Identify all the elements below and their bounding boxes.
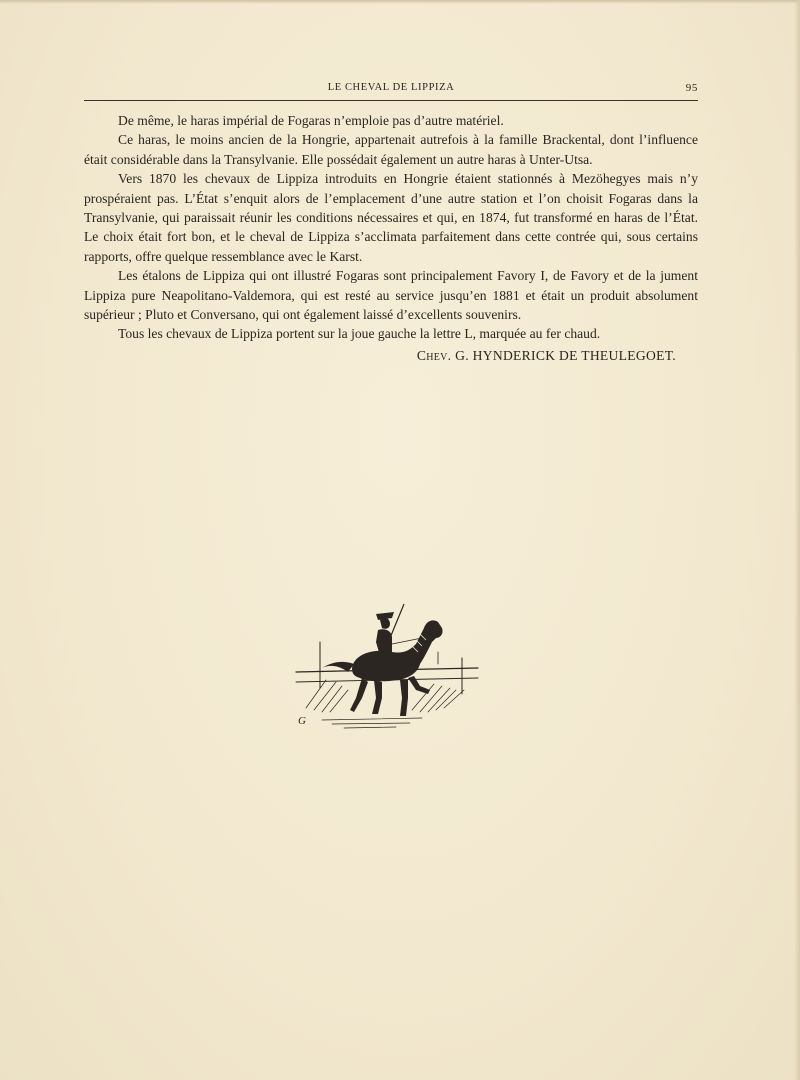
running-head bbox=[84, 82, 698, 98]
signature-name: G. HYNDERICK DE THEULEGOET. bbox=[455, 347, 676, 363]
paragraph: Les étalons de Lippiza qui ont illustré Fogaras sont principalement Favory I, de Favory et de la jument Lippiza pure Neapolitano-Valdemora, qui est resté au service jusqu’en 1881 et était un produit absolument supérieur ; Pluto et Conversano, qui ont également laissé d’excellents souvenirs. bbox=[84, 268, 698, 323]
page-right-edge bbox=[794, 0, 800, 1080]
header-rule bbox=[84, 100, 698, 101]
page-number: 95 bbox=[685, 82, 698, 94]
paragraph: Ce haras, le moins ancien de la Hongrie, appartenait autrefois à la famille Brackental, dont l’influence était considérable dans la Transylvanie. Elle possédait également un autre haras à Unter-Utsa. bbox=[84, 132, 698, 167]
article-body bbox=[84, 111, 698, 365]
paragraph: De même, le haras impérial de Fogaras n’emploie pas d’autre matériel. bbox=[118, 113, 504, 128]
paragraph: Vers 1870 les chevaux de Lippiza introduits en Hongrie étaient stationnés à Mezöhegyes mais n’y prospéraient pas. L’État s’enquit alors de l’emplacement d’une autre station et l’on choisit Fogaras dans la Transylvanie, qui paraissait réunir les conditions nécessaires et qui, en 1874, fut transformé en haras de l’État. Le choix était fort bon, et le cheval de Lippiza s’acclimata parfaitement dans cette contrée qui, sous certains rapports, offre quelque ressemblance avec le Karst. bbox=[84, 171, 698, 264]
rider-on-horse-engraving-icon bbox=[292, 598, 482, 734]
svg-text:G: G bbox=[298, 715, 306, 727]
page-top-edge bbox=[0, 0, 800, 4]
signature-prefix: Chev. bbox=[416, 347, 452, 363]
running-title: LE CHEVAL DE LIPPIZA bbox=[327, 82, 455, 93]
author-signature bbox=[84, 346, 698, 365]
paragraph: Tous les chevaux de Lippiza portent sur la joue gauche la lettre L, marquée au fer chaud. bbox=[118, 326, 601, 342]
